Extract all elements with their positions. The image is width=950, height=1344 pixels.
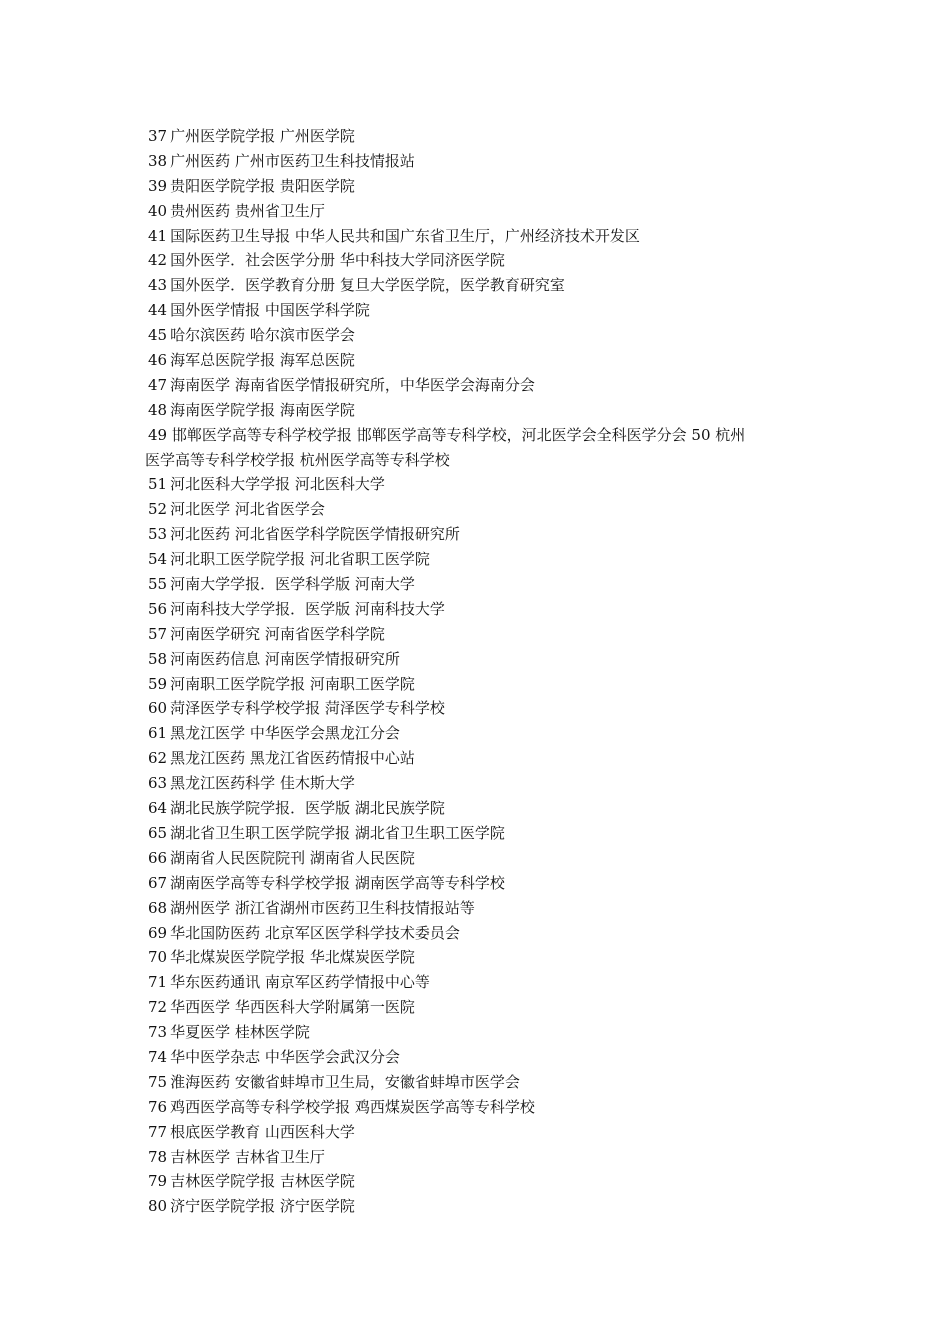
list-item [145,248,817,273]
list-item [145,672,817,697]
entry-text: 河南医学研究 河南省医学科学院 [170,624,385,643]
entry-number: 73 [148,1023,168,1042]
entry-number: 60 [148,699,168,718]
entry-text: 海南医学 海南省医学情报研究所，中华医学会海南分会 [170,375,535,394]
entry-number: 74 [148,1047,168,1066]
entry-number: 42 [148,251,168,270]
entry-text: 华北煤炭医学院学报 华北煤炭医学院 [170,948,415,967]
entry-number: 70 [148,948,168,967]
list-item [145,497,817,522]
entry-number: 65 [148,823,168,842]
entry-number: 62 [148,749,168,768]
entry-number: 54 [148,550,168,569]
list-item [145,696,817,721]
entry-text: 河北医学 河北省医学会 [170,500,325,519]
entry-number: 45 [148,326,168,345]
entry-text: 湖南省人民医院院刊 湖南省人民医院 [170,848,415,867]
entry-text: 湖南医学高等专科学校学报 湖南医学高等专科学校 [170,873,505,892]
list-item [145,1169,817,1194]
list-item [145,224,817,249]
entry-text: 华北国防医药 北京军区医学科学技术委员会 [170,923,460,942]
entry-text: 华西医学 华西医科大学附属第一医院 [170,998,415,1017]
entry-number: 46 [148,351,168,370]
list-item [145,373,817,398]
list-item [145,746,817,771]
list-item [145,323,817,348]
entry-text: 华夏医学 桂林医学院 [170,1023,310,1042]
entry-number: 79 [148,1172,168,1191]
entry-number: 38 [148,151,168,170]
entry-number: 53 [148,525,168,544]
entry-text: 国际医药卫生导报 中华人民共和国广东省卫生厅，广州经济技术开发区 [170,226,640,245]
list-item [145,1020,817,1045]
entry-number: 52 [148,500,168,519]
list-item [145,1145,817,1170]
list-item [145,995,817,1020]
entry-text: 贵州医药 贵州省卫生厅 [170,201,325,220]
entry-text: 黑龙江医学 中华医学会黑龙江分会 [170,724,400,743]
list-item [145,547,817,572]
list-item [145,199,817,224]
entry-text: 菏泽医学专科学校学报 菏泽医学专科学校 [170,699,445,718]
list-item [145,572,817,597]
entry-number: 77 [148,1122,168,1141]
list-item [145,721,817,746]
entry-number: 57 [148,624,168,643]
entry-number: 41 [148,226,168,245]
entry-number: 67 [148,873,168,892]
list-item [145,348,817,373]
entry-text: 河南职工医学院学报 河南职工医学院 [170,674,415,693]
entry-text: 湖州医学 浙江省湖州市医药卫生科技情报站等 [170,898,475,917]
entry-number: 78 [148,1147,168,1166]
list-item [145,522,817,547]
list-item [145,846,817,871]
entry-text: 河南科技大学学报．医学版 河南科技大学 [170,599,445,618]
entry-number: 47 [148,375,168,394]
entry-text: 吉林医学院学报 吉林医学院 [170,1172,355,1191]
list-item [145,796,817,821]
list-item [145,1120,817,1145]
entry-number: 55 [148,575,168,594]
list-item [145,622,817,647]
entry-number: 43 [148,276,168,295]
list-item [145,1070,817,1095]
entry-number: 61 [148,724,168,743]
list-item-wrapped-line-1: 49 邯郸医学高等专科学校学报 邯郸医学高等专科学校，河北医学会全科医学分会 50 杭州 [148,425,746,444]
entry-text: 华中医学杂志 中华医学会武汉分会 [170,1047,400,1066]
list-item-wrapped-line-2: 医学高等专科学校学报 杭州医学高等专科学校 [145,450,450,469]
journal-list [145,124,817,1219]
entry-number: 37 [148,127,168,145]
list-item [145,970,817,995]
entry-number: 48 [148,400,168,419]
entry-number: 68 [148,898,168,917]
list-item [145,871,817,896]
entry-number: 56 [148,599,168,618]
entry-number: 64 [148,799,168,818]
entry-text: 河北职工医学院学报 河北省职工医学院 [170,550,430,569]
entry-number: 71 [148,973,168,992]
list-item [145,896,817,921]
entry-text: 海军总医院学报 海军总医院 [170,351,355,370]
entry-text: 淮海医药 安徽省蚌埠市卫生局，安徽省蚌埠市医学会 [170,1072,520,1091]
entry-text: 吉林医学 吉林省卫生厅 [170,1147,325,1166]
entry-number: 63 [148,774,168,793]
list-item [145,1194,817,1219]
entry-number: 66 [148,848,168,867]
entry-number: 39 [148,176,168,195]
list-item [145,821,817,846]
entry-text: 鸡西医学高等专科学校学报 鸡西煤炭医学高等专科学校 [170,1097,535,1116]
entry-number: 72 [148,998,168,1017]
list-item [145,298,817,323]
entry-number: 75 [148,1072,168,1091]
list-item [145,124,817,149]
entry-number: 69 [148,923,168,942]
list-item [145,398,817,423]
entry-text: 湖北省卫生职工医学院学报 湖北省卫生职工医学院 [170,823,505,842]
list-item [145,149,817,174]
list-item [145,1095,817,1120]
entry-text: 华东医药通讯 南京军区药学情报中心等 [170,973,430,992]
list-item [145,647,817,672]
entry-number: 44 [148,301,168,320]
entry-text: 广州医药 广州市医药卫生科技情报站 [170,151,415,170]
list-item [145,945,817,970]
entry-text: 国外医学．医学教育分册 复旦大学医学院，医学教育研究室 [170,276,565,295]
entry-number: 80 [148,1197,168,1216]
entry-text: 国外医学情报 中国医学科学院 [170,301,370,320]
entry-text: 根底医学教育 山西医科大学 [170,1122,355,1141]
entry-number: 51 [148,475,168,494]
list-item [145,472,817,497]
list-item [145,1045,817,1070]
entry-text: 济宁医学院学报 济宁医学院 [170,1197,355,1216]
entry-text: 黑龙江医药科学 佳木斯大学 [170,774,355,793]
entry-number: 58 [148,649,168,668]
entry-text: 海南医学院学报 海南医学院 [170,400,355,419]
entry-text: 河北医科大学学报 河北医科大学 [170,475,385,494]
entry-text: 贵阳医学院学报 贵阳医学院 [170,176,355,195]
list-item [145,921,817,946]
list-item [145,174,817,199]
entry-number: 59 [148,674,168,693]
entry-text: 国外医学．社会医学分册 华中科技大学同济医学院 [170,251,505,270]
entry-number: 76 [148,1097,168,1116]
entry-text: 广州医学院学报 广州医学院 [170,127,355,145]
entry-text: 河北医药 河北省医学科学院医学情报研究所 [170,525,460,544]
entry-text: 河南大学学报．医学科学版 河南大学 [170,575,415,594]
list-item [145,771,817,796]
entry-number: 40 [148,201,168,220]
entry-text: 黑龙江医药 黑龙江省医药情报中心站 [170,749,415,768]
list-item [145,273,817,298]
entry-text: 哈尔滨医药 哈尔滨市医学会 [170,326,355,345]
list-item [145,597,817,622]
entry-text: 河南医药信息 河南医学情报研究所 [170,649,400,668]
entry-text: 湖北民族学院学报．医学版 湖北民族学院 [170,799,445,818]
